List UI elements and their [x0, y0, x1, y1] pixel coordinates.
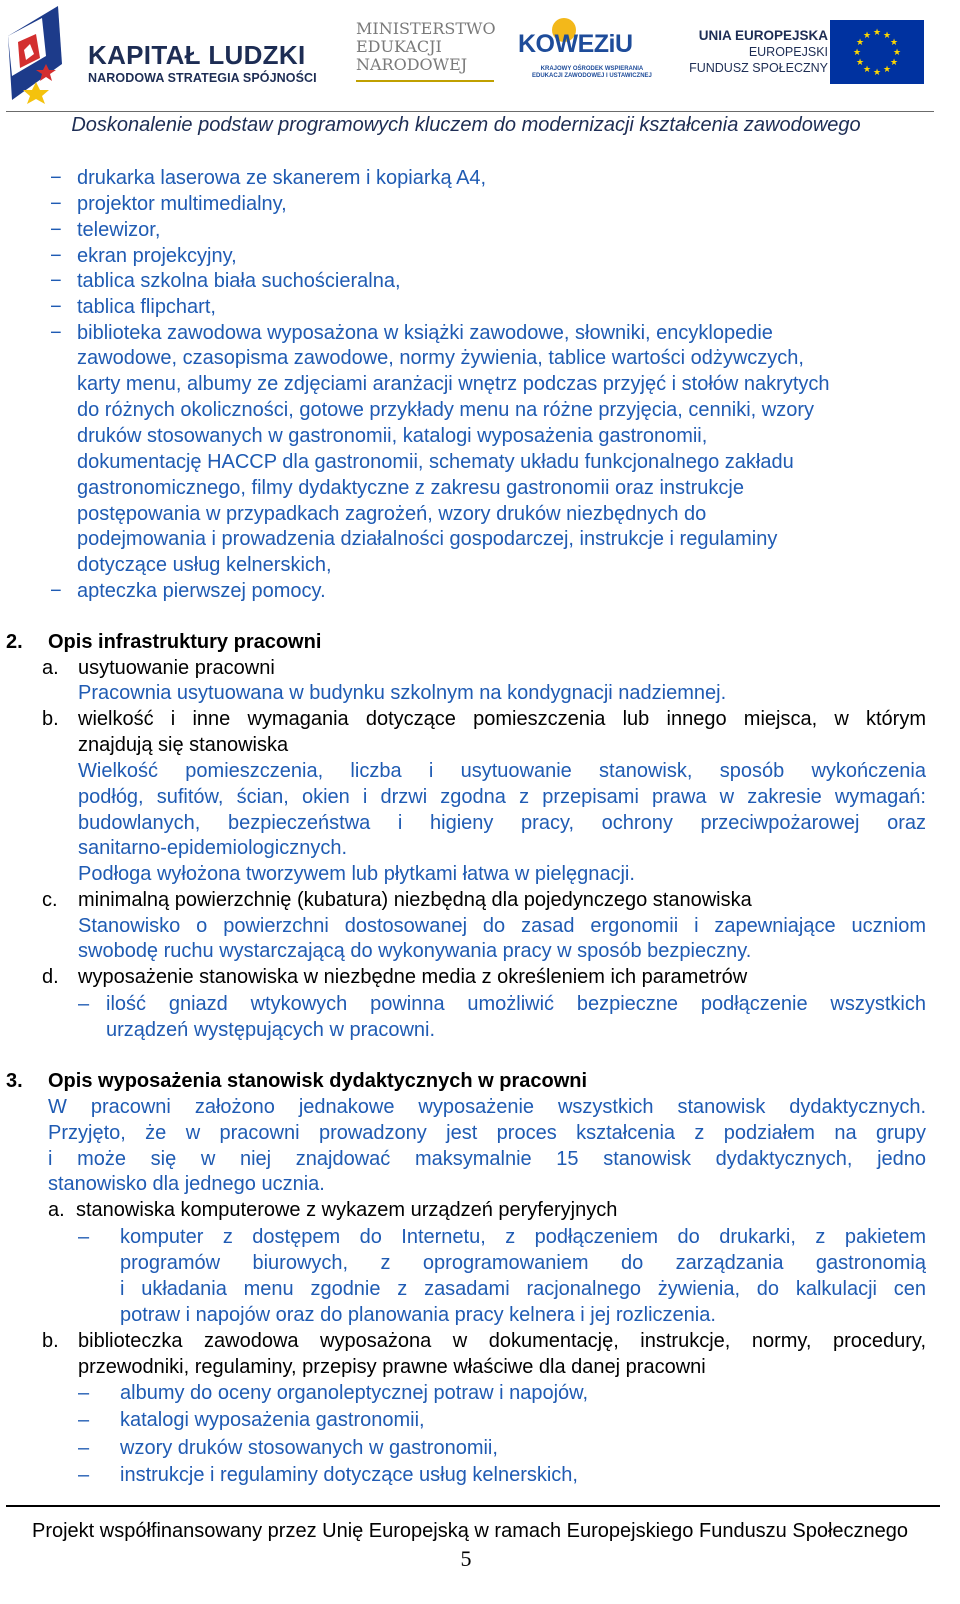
list-bullet: – [78, 1464, 90, 1486]
list-item: tablica szkolna biała suchościeralna, [77, 270, 401, 292]
unia-europejska-logo-text [678, 28, 828, 76]
footer-divider [6, 1505, 940, 1507]
unia-line3: FUNDUSZ SPOŁECZNY [689, 61, 828, 75]
svg-text:★: ★ [852, 48, 862, 58]
item-label: biblioteczka zawodowa wyposażona w dokumentację, instrukcje, normy, procedury, [78, 1330, 926, 1352]
svg-text:★: ★ [862, 31, 872, 41]
header-divider [6, 111, 934, 112]
list-item: potraw i napojów oraz do planowania pracy kelnera i jej rozliczenia. [120, 1304, 716, 1326]
svg-text:★: ★ [889, 58, 899, 68]
eu-flag-icon [830, 20, 924, 84]
svg-text:★: ★ [872, 68, 882, 78]
item-label: wyposażenie stanowiska w niezbędne media z określeniem ich parametrów [78, 966, 748, 988]
library-line: zawodowe, czasopisma zawodowe, normy żywienia, tablice wartości odżywczych, [77, 347, 804, 369]
document-header-title: Doskonalenie podstaw programowych kluczem do modernizacji kształcenia zawodowego [71, 114, 861, 136]
ministerstwo-rule [356, 80, 494, 82]
section-intro: Przyjęto, że w pracowni prowadzony jest proces kształcenia z podziałem na grupy [48, 1122, 926, 1144]
ministerstwo-line3: NARODOWEJ [356, 55, 468, 74]
koweziu-subtitle-line2: EDUKACJI ZAWODOWEJ I USTAWICZNEJ [532, 73, 652, 79]
library-line: postępowania w przypadkach zagrożeń, wzory druków niezbędnych do [77, 503, 707, 525]
list-bullet: − [50, 580, 62, 602]
page-number: 5 [460, 1546, 472, 1571]
list-item: tablica flipchart, [77, 296, 216, 318]
library-line: dotyczące usług kelnerskich, [77, 554, 332, 576]
section-number: 3. [6, 1070, 23, 1092]
kapital-ludzki-title: KAPITAŁ LUDZKI [88, 40, 306, 70]
item-label: stanowiska komputerowe z wykazem urządzeń peryferyjnych [76, 1199, 618, 1221]
section-intro: i może się w niej znajdować maksymalnie 15 stanowisk dydaktycznych, jedno [48, 1148, 926, 1170]
item-label: usytuowanie pracowni [78, 657, 275, 679]
library-line: dokumentację HACCP dla gastronomii, schematy układu funkcjonalnego zakładu [77, 451, 794, 473]
list-bullet: − [50, 322, 62, 344]
item-text: podłóg, sufitów, ścian, okien i drzwi zgodna z przepisami prawa w zakresie wymagań: [78, 786, 926, 808]
section-heading: Opis infrastruktury pracowni [48, 631, 322, 653]
list-item: instrukcje i regulaminy dotyczące usług kelnerskich, [120, 1464, 578, 1486]
list-bullet: – [78, 1409, 90, 1431]
unia-line2: EUROPEJSKI [748, 45, 828, 59]
svg-text:★: ★ [892, 48, 902, 58]
list-item: urządzeń występujących w pracowni. [106, 1019, 436, 1041]
svg-text:★: ★ [889, 38, 899, 48]
list-bullet: – [78, 1437, 90, 1459]
svg-text:★: ★ [872, 28, 882, 38]
item-marker: d. [42, 966, 59, 988]
svg-text:★: ★ [855, 38, 865, 48]
list-item: drukarka laserowa ze skanerem i kopiarką A4, [77, 167, 487, 189]
item-marker: a. [48, 1199, 65, 1221]
item-marker: b. [42, 708, 59, 730]
list-bullet: − [50, 219, 62, 241]
list-item: apteczka pierwszej pomocy. [77, 580, 326, 602]
kapital-ludzki-logo [6, 4, 317, 104]
item-text: budowlanych, bezpieczeństwa i higieny pracy, ochrony przeciwpożarowej oraz [78, 812, 926, 834]
svg-text:★: ★ [855, 58, 865, 68]
library-line: do różnych okoliczności, gotowe przykłady menu na różne przyjęcia, cenniki, wzory [77, 399, 815, 421]
list-bullet: – [78, 1382, 90, 1404]
list-item: katalogi wyposażenia gastronomii, [120, 1409, 425, 1431]
item-text: sanitarno-epidemiologicznych. [78, 837, 348, 859]
item-marker: c. [42, 889, 58, 911]
section-heading: Opis wyposażenia stanowisk dydaktycznych w pracowni [48, 1070, 588, 1092]
list-bullet: − [50, 245, 62, 267]
item-label: minimalną powierzchnię (kubatura) niezbędną dla pojedynczego stanowiska [78, 889, 752, 911]
item-text: swobodę ruchu wystarczającą do wykonywania pracy w sposób bezpieczny. [78, 940, 752, 962]
item-label: przewodniki, regulaminy, przepisy prawne właściwe dla danej pracowni [78, 1356, 706, 1378]
list-bullet: – [78, 1226, 90, 1248]
kapital-ludzki-subtitle: NARODOWA STRATEGIA SPÓJNOŚCI [88, 71, 317, 85]
list-item: komputer z dostępem do Internetu, z podłączeniem do drukarki, z pakietem [120, 1226, 926, 1248]
svg-text:★: ★ [862, 65, 872, 75]
ministerstwo-edukacji-logo [356, 20, 496, 82]
library-line: karty menu, albumy ze zdjęciami aranżacji wnętrz podczas przyjęć i stołów nakrytych [77, 373, 830, 395]
list-item: telewizor, [77, 219, 161, 241]
item-text: Stanowisko o powierzchni dostosowanej do zasad ergonomii i zapewniające uczniom [78, 915, 926, 937]
kapital-ludzki-flag-icon [6, 4, 74, 104]
svg-text:★: ★ [882, 31, 892, 41]
library-line: druków stosowanych w gastronomii, katalogi wyposażenia gastronomii, [77, 425, 708, 447]
library-line: biblioteka zawodowa wyposażona w książki zawodowe, słowniki, encyklopedie [77, 322, 773, 344]
library-line: gastronomicznego, filmy dydaktyczne z zakresu gastronomii oraz instrukcje [77, 477, 744, 499]
list-item: programów biurowych, z oprogramowaniem do zarządzania gastronomią [120, 1252, 926, 1274]
list-item: wzory druków stosowanych w gastronomii, [120, 1437, 498, 1459]
list-bullet: − [50, 270, 62, 292]
koweziu-subtitle-line1: KRAJOWY OŚRODEK WSPIERANIA [540, 66, 644, 72]
list-bullet: − [50, 193, 62, 215]
ministerstwo-line2: EDUKACJI [356, 37, 442, 56]
list-bullet: − [50, 296, 62, 318]
item-marker: b. [42, 1330, 59, 1352]
footer-text: Projekt współfinansowany przez Unię Europejską w ramach Europejskiego Funduszu Społecznego [31, 1520, 909, 1542]
library-line: podejmowania i prowadzenia działalności gospodarczej, instrukcje i regulaminy [77, 528, 778, 550]
item-marker: a. [42, 657, 59, 679]
item-label: znajdują się stanowiska [78, 734, 289, 756]
svg-text:★: ★ [882, 65, 892, 75]
list-bullet: – [78, 993, 90, 1015]
koweziu-title: KOWEZiU [518, 30, 633, 58]
item-label: wielkość i inne wymagania dotyczące pomieszczenia lub innego miejsca, w którym [78, 708, 926, 730]
section-number: 2. [6, 631, 23, 653]
page-header [0, 0, 960, 136]
item-text: Wielkość pomieszczenia, liczba i usytuowanie stanowisk, sposób wykończenia [78, 760, 926, 782]
section-intro: W pracowni założono jednakowe wyposażenie wszystkich stanowisk dydaktycznych. [48, 1096, 926, 1118]
list-item: ilość gniazd wtykowych powinna umożliwić bezpieczne podłączenie wszystkich [106, 993, 926, 1015]
list-bullet: − [50, 167, 62, 189]
koweziu-logo [512, 14, 652, 84]
list-item: ekran projekcyjny, [77, 245, 237, 267]
list-item: i układania menu zgodnie z zasadami racjonalnego żywienia, do kalkulacji cen [120, 1278, 926, 1300]
item-text: Podłoga wyłożona tworzywem lub płytkami łatwa w pielęgnacji. [78, 863, 635, 885]
koweziu-subtitle [532, 66, 652, 80]
ministerstwo-line1: MINISTERSTWO [356, 19, 496, 38]
item-text: Pracownia usytuowana w budynku szkolnym na kondygnacji nadziemnej. [78, 682, 727, 704]
unia-line1: UNIA EUROPEJSKA [698, 28, 828, 43]
list-item: albumy do oceny organoleptycznej potraw i napojów, [120, 1382, 589, 1404]
section-intro: stanowisko dla jednego ucznia. [48, 1173, 325, 1195]
list-item: projektor multimedialny, [77, 193, 287, 215]
